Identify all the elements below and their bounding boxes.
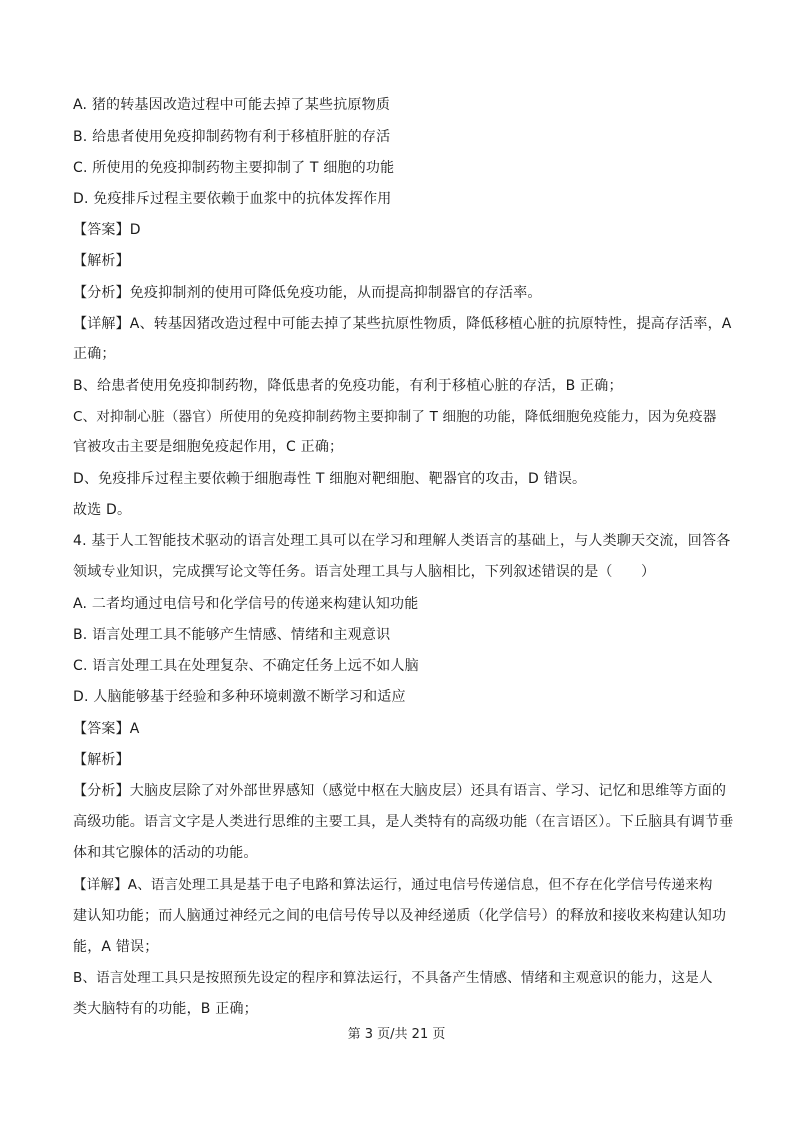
explanation-line: C、对抑制心脏（器官）所使用的免疫抑制药物主要抑制了 T 细胞的功能，降低细胞免疫能力，因为免疫器	[73, 409, 717, 425]
explanation-line: D、免疫排斥过程主要依赖于细胞毒性 T 细胞对靶细胞、靶器官的攻击，D 错误。	[73, 471, 587, 487]
option-c: C. 语言处理工具在处理复杂、不确定任务上远不如人脑	[73, 658, 419, 674]
question-stem: 领域专业知识，完成撰写论文等任务。语言处理工具与人脑相比，下列叙述错误的是（ ）	[73, 564, 656, 580]
explanation-line: 能，A 错误；	[73, 939, 159, 955]
analysis-heading: 【解析】	[73, 752, 130, 768]
option-b: B. 语言处理工具不能够产生情感、情绪和主观意识	[73, 627, 391, 643]
analysis-line: 体和其它腺体的活动的功能。	[73, 845, 258, 861]
explanation-line: 官被攻击主要是细胞免疫起作用，C 正确；	[73, 439, 344, 455]
conclusion-line: 故选 D。	[73, 502, 132, 518]
option-b: B. 给患者使用免疫抑制药物有利于移植肝脏的存活	[73, 129, 391, 145]
option-a: A. 二者均通过电信号和化学信号的传递来构建认知功能	[73, 596, 419, 612]
explanation-line: 正确；	[73, 346, 116, 362]
explanation-line: B、给患者使用免疫抑制药物，降低患者的免疫功能，有利于移植心脏的存活，B 正确；	[73, 378, 623, 394]
page-number: 第 3 页/共 21 页	[347, 1027, 446, 1042]
analysis-line: 【分析】大脑皮层除了对外部世界感知（感觉中枢在大脑皮层）还具有语言、学习、记忆和思维等方面的	[73, 783, 727, 799]
analysis-heading: 【解析】	[73, 253, 130, 269]
analysis-summary: 【分析】免疫抑制剂的使用可降低免疫功能，从而提高抑制器官的存活率。	[73, 285, 542, 301]
option-a: A. 猪的转基因改造过程中可能去掉了某些抗原物质	[73, 97, 391, 113]
explanation-line: B、语言处理工具只是按照预先设定的程序和算法运行，不具备产生情感、情绪和主观意识的能力，这是人	[73, 970, 713, 986]
analysis-line: 高级功能。语言文字是人类进行思维的主要工具，是人类特有的高级功能（在言语区）。下丘脑具有调节垂	[73, 814, 734, 830]
explanation-line: 【详解】A、转基因猪改造过程中可能去掉了某些抗原性物质，降低移植心脏的抗原特性，提高存活率，A	[73, 316, 732, 332]
answer-label: 【答案】A	[73, 721, 140, 737]
option-d: D. 免疫排斥过程主要依赖于血浆中的抗体发挥作用	[73, 191, 392, 207]
option-c: C. 所使用的免疫抑制药物主要抑制了 T 细胞的功能	[73, 160, 395, 176]
option-d: D. 人脑能够基于经验和多种环境刺激不断学习和适应	[73, 689, 406, 705]
question-stem: 4. 基于人工智能技术驱动的语言处理工具可以在学习和理解人类语言的基础上，与人类聊天交流，回答各	[73, 533, 731, 549]
explanation-line: 【详解】A、语言处理工具是基于电子电路和算法运行，通过电信号传递信息，但不存在化学信号传递来构	[73, 877, 713, 893]
explanation-line: 建认知功能；而人脑通过神经元之间的电信号传导以及神经递质（化学信号）的释放和接收来构建认知功	[73, 908, 727, 924]
answer-label: 【答案】D	[73, 222, 141, 238]
explanation-line: 类大脑特有的功能，B 正确；	[73, 1001, 258, 1017]
